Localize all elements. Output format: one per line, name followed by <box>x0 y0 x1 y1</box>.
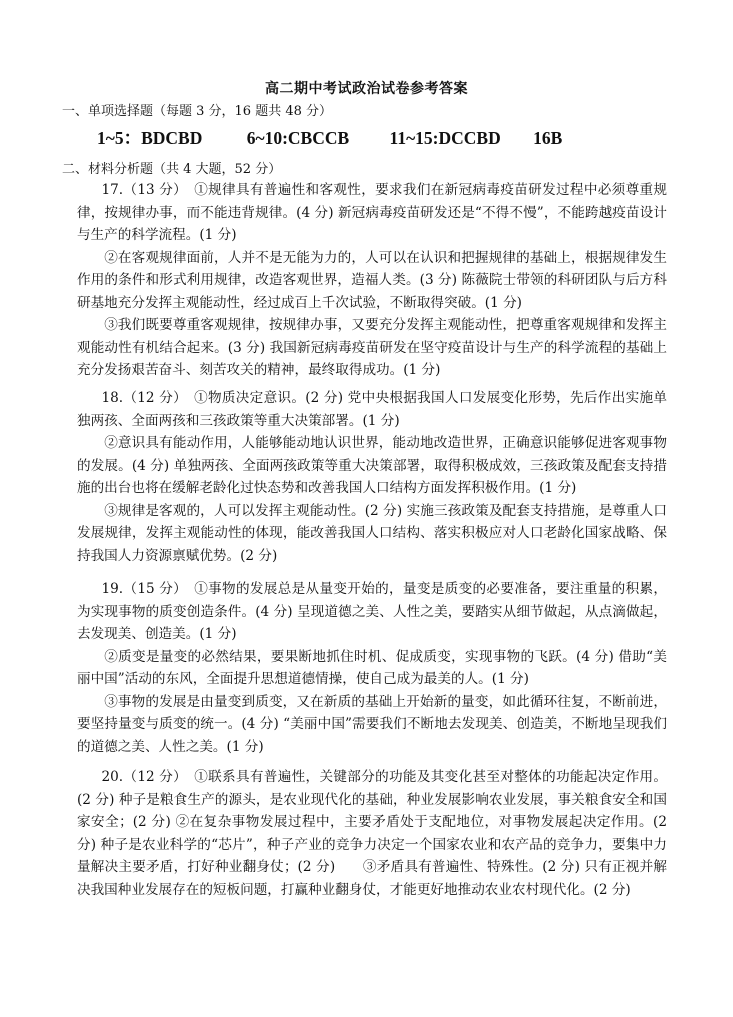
answer-group-4: 16B <box>533 128 563 148</box>
q19-paragraph-2: ②质变是量变的必然结果，要果断地抓住时机、促成质变，实现事物的飞跃。(4 分) 借助“美丽中国”活动的东风，全面提升思想道德情操，使自己成为最美的人。(1 分) <box>77 648 667 687</box>
section-1-heading: 一、单项选择题（每题 3 分，16 题共 48 分） <box>62 104 333 119</box>
q18-paragraph-3: ③规律是客观的，人可以发挥主观能动性。(2 分) 实施三孩政策及配套支持措施，是尊重人口发展规律，发挥主观能动性的体现，能改善我国人口结构、落实积极应对人口老龄化国家战略、保持我国人力资源禀赋优势。(2 分) <box>77 502 667 564</box>
multiple-choice-answers <box>97 125 562 150</box>
q19-paragraph-3: ③事物的发展是由量变到质变，又在新质的基础上开始新的量变，如此循环往复，不断前进，要坚持量变与质变的统一。(4 分) “美丽中国”需要我们不断地去发现美、创造美，不断地呈现我们的道德之美、人性之美。(1 分) <box>77 693 667 755</box>
question-19-answer <box>77 578 667 758</box>
q20-paragraph-1: 20.（12 分） ①联系具有普遍性，关键部分的功能及其变化甚至对整体的功能起决定作用。(2 分) 种子是粮食生产的源头，是农业现代化的基础，种业发展影响农业发展，事关粮食安全和国家安全；(2 分) ②在复杂事物发展过程中，主要矛盾处于支配地位，对事物发展起决定作用。(2 分) 种子是农业科学的“芯片”，种子产业的竞争力决定一个国家农业和农产品的竞争力，要集中力量解决主要矛盾，打好种业翻身仗；(2 分) ③矛盾具有普遍性、特殊性。(2 分) 只有正视并解决我国种业发展存在的短板问题，打赢种业翻身仗，才能更好地推动农业农村现代化。(2 分) <box>77 769 667 898</box>
q17-paragraph-1: 17.（13 分） ①规律具有普遍性和客观性，要求我们在新冠病毒疫苗研发过程中必须尊重规律，按规律办事，而不能违背规律。(4 分) 新冠病毒疫苗研发还是“不得不慢”，不能跨越疫苗设计与生产的科学流程。(1 分) <box>77 182 667 243</box>
section-2-heading: 二、材料分析题（共 4 大题，52 分） <box>62 162 282 177</box>
answer-group-2: 6~10:CBCCB <box>246 128 350 148</box>
page-title: 高二期中考试政治试卷参考答案 <box>265 81 468 97</box>
question-17-answer <box>77 179 667 382</box>
q18-paragraph-1: 18.（12 分） ①物质决定意识。(2 分) 党中央根据我国人口发展变化形势，先后作出实施单独两孩、全面两孩和三孩政策等重大决策部署。(1 分) <box>77 390 667 429</box>
answer-group-1: 1~5：BDCBD <box>97 128 203 148</box>
q19-paragraph-1: 19.（15 分） ①事物的发展总是从量变开始的，量变是质变的必要准备，要注重量的积累，为实现事物的质变创造条件。(4 分) 呈现道德之美、人性之美，要踏实从细节做起，从点滴做起，去发现美、创造美。(1 分) <box>77 581 667 642</box>
q17-paragraph-3: ③我们既要尊重客观规律，按规律办事，又要充分发挥主观能动性，把尊重客观规律和发挥主观能动性有机结合起来。(3 分) 我国新冠病毒疫苗研发在坚守疫苗设计与生产的科学流程的基础上充分发扬艰苦奋斗、刻苦攻关的精神，最终取得成功。(1 分) <box>77 317 667 378</box>
answer-group-3: 11~15:DCCBD <box>389 128 501 148</box>
question-18-answer <box>77 387 667 567</box>
q18-paragraph-2: ②意识具有能动作用，人能够能动地认识世界，能动地改造世界，正确意识能够促进客观事物的发展。(4 分) 单独两孩、全面两孩政策等重大决策部署，取得积极成效，三孩政策及配套支持措施的出台也将在缓解老龄化过快态势和改善我国人口结构方面发挥积极作用。(1 分) <box>77 435 667 496</box>
q17-paragraph-2: ②在客观规律面前，人并不是无能为力的，人可以在认识和把握规律的基础上，根据规律发生作用的条件和形式利用规律，改造客观世界，造福人类。(3 分) 陈薇院士带领的科研团队与后方科研基地充分发挥主观能动性，经过成百上千次试验，不断取得突破。(1 分) <box>77 249 667 311</box>
question-20-answer <box>77 766 667 901</box>
